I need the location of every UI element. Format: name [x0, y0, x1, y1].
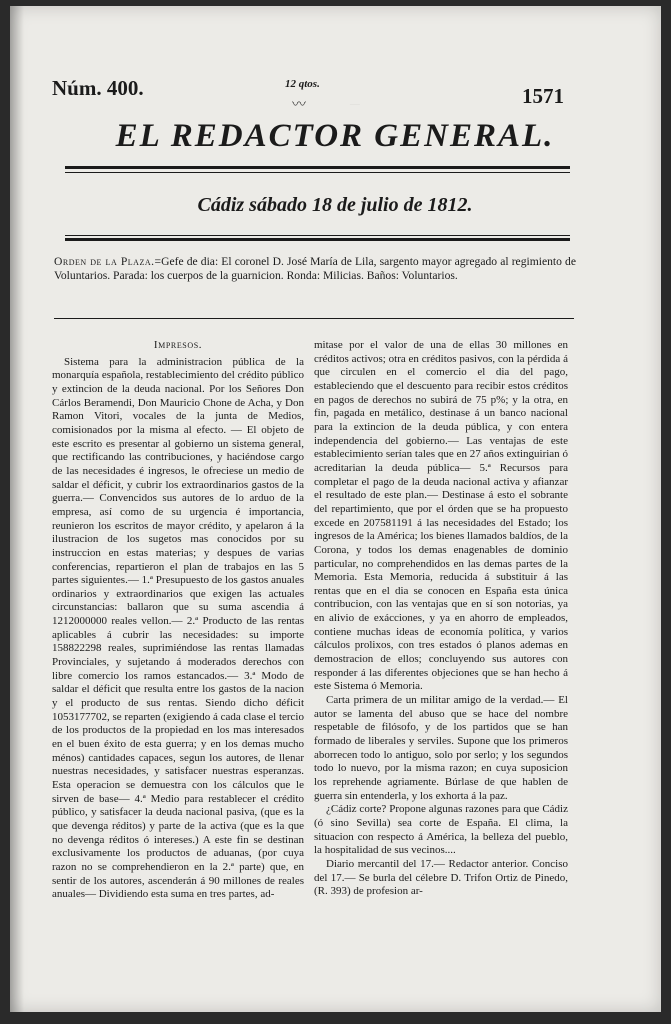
- masthead-rule-top: [65, 166, 570, 169]
- price-label: 12 qtos.: [285, 78, 320, 90]
- impresos-article: Sistema para la administracion pública de la monarquía española, restablecimiento del crédito público y extincion de la deuda nacional. Por los Señores Don Cárlos Beramendi, Don Mauricio Chone de Acha, y Don Ramon Vitori, vocales de la junta de Medios, comisionados por la misma al efecto. — El objeto de este escrito es presentar al gobierno un sistema general, que rectificando las contribuciones, y haciéndose cargo de las necesidades é ingresos, le ofreciese un medio de saldar el déficit, y cubrir los extraordinarios gastos de la guerra.— Convencidos sus autores de lo arduo de la empresa, así como de su urgencia é importancia, reunieron los escritos de mayor crédito, y apelaron á la ilustracion de los sugetos mas conocidos por su instruccion en estas materias; y despues de varias conferencias, repartieron el plan de trabajos en las 5 partes siguientes.— 1.ª Presupuesto de los gastos anuales ordinarios y extraordinarios que exigen las actuales circunstancias: ballaron que su suma ascendia á 1212000000 reales vellon.— 2.ª Producto de las rentas aplicables á cubrir las necesidades: su importe 158822298 reales, suprimiéndose las rentas llamadas Provinciales, y sujetando á moderados derechos con libre comercio los ramos estancados.— 3.ª Modo de saldar el déficit que resulta entre los gastos de la nacion y el producto de sus rentas. Siendo dicho déficit 1053177702, se reparten (exigiendo á cada clase el tercio de los productos de la propiedad en los mas interesados en el buen éxito de esta guerra; y en los demas mucho ménos) cantidades capaces, segun los autores, de llenar nuestras necesidades, y satisfacer nuestras esperanzas. Esta operacion se demuestra con los cálculos que le sirven de base— 4.ª Medio para restablecer el crédito público, y satisfacer la deuda nacional pasiva, (que es la que devenga réditos) y parte de la activa (que es la que no devenga réditos ó intereses.) A este fin se destinan exclusivamente los productos de aduanas, (por cuya razon no se comprehendieron en la 2.ª parte) que, en sentir de los autores, ascenderán á 90 millones de reales anuales— Dividiendo esta suma en tres partes, ad-: [52, 355, 304, 901]
- dateline-rule-thick: [65, 238, 570, 241]
- ornament-mark: 〰: [292, 98, 306, 113]
- masthead-rule-thin: [65, 172, 570, 173]
- binding-shadow: [10, 6, 24, 1012]
- impresos-heading: Impresos.: [153, 339, 203, 351]
- masthead-title: EL REDACTOR GENERAL.: [115, 118, 555, 154]
- dateline-rule-thin: [65, 235, 570, 236]
- section-divider: [54, 318, 574, 319]
- diario-mercantil-paragraph: Diario mercantil del 17.— Redactor anterior. Conciso del 17.— Se burla del célebre D. Trifon Ortiz de Pinedo, (R. 393) de profesion ar-: [314, 857, 568, 898]
- cadiz-corte-paragraph: ¿Cádiz corte? Propone algunas razones para que Cádiz (ó sino Sevilla) sea corte de España. El clima, la situacion con respecto á América, la belleza del pueblo, la hospitalidad de sus vecinos....: [314, 803, 568, 857]
- left-column: [52, 339, 304, 902]
- orden-text: =Gefe de dia: El coronel D. José María de Lila, sargento mayor agregado al regimiento de Voluntarios. Parada: los cuerpos de la guarnicion. Ronda: Milicias. Baños: Voluntarios.: [54, 255, 576, 282]
- issue-number: Núm. 400.: [52, 76, 144, 100]
- page-number: 1571: [522, 84, 564, 108]
- bleed-through-text: —: [350, 98, 360, 110]
- newspaper-page: [10, 6, 661, 1012]
- right-column: [314, 339, 568, 899]
- orden-de-la-plaza: [54, 255, 576, 283]
- dateline: Cádiz sábado 18 de julio de 1812.: [197, 194, 473, 216]
- carta-primera-paragraph: Carta primera de un militar amigo de la verdad.— El autor se lamenta del abuso que se hace del nombre respetable de filósofo, y de los partidos que se han formado de liberales y serviles. Supone que los primeros aborrecen todo lo antiguo, solo por serlo; y los segundos todo lo nuevo, por la misma razon; en cuya suposicion los reprehende agriamente. Búrlase de que hablen de guerra sin entenderla, y los exhorta á la paz.: [314, 694, 568, 802]
- orden-label: Orden de la Plaza.: [54, 255, 155, 268]
- impresos-article-continued: mitase por el valor de una de ellas 30 millones en créditos activos; otra en créditos pasivos, con la pérdida á que circulen en el comercio el dia del pago, estableciendo que el descuento para recibir estos créditos en pagos de derechos no subirá de 75 p%; y la otra, en fin, pagada en metálico, destinase á un banco nacional para la extincion de la deuda pública, y con entera independencia del gobierno.— Las ventajas de este establecimiento serían tales que en 27 años extinguirian ó acreditarian la deuda pública— 5.ª Recursos para completar el pago de la deuda nacional activa y afianzar el resultado de este plan.— Destinase á esto el sobrante del repartimiento, que por el órden que se ha propuesto excede en 207581191 á las necesidades del Estado; los ingresos de la América; los bienes llamados baldíos, de la Corona, y todos los demas enagenables de dominio particular, no comprehendidos en las demas partes de la Memoria. Esta Memoria, reducida á substituir á las rentas que en el dia se conocen en España esta única contribucion, con las ventajas que en sí son notorias, ya en alivio de exácciones, y ya en ahorro de empleados, contiene muchas ideas de economía política, y varios cálculos prolixos, con tres estados ó planos ademas en demostracion de ellos; concluyendo sus autores con responder á las diferentes objeciones que se han hecho á este Sistema ó Memoria.: [314, 339, 568, 693]
